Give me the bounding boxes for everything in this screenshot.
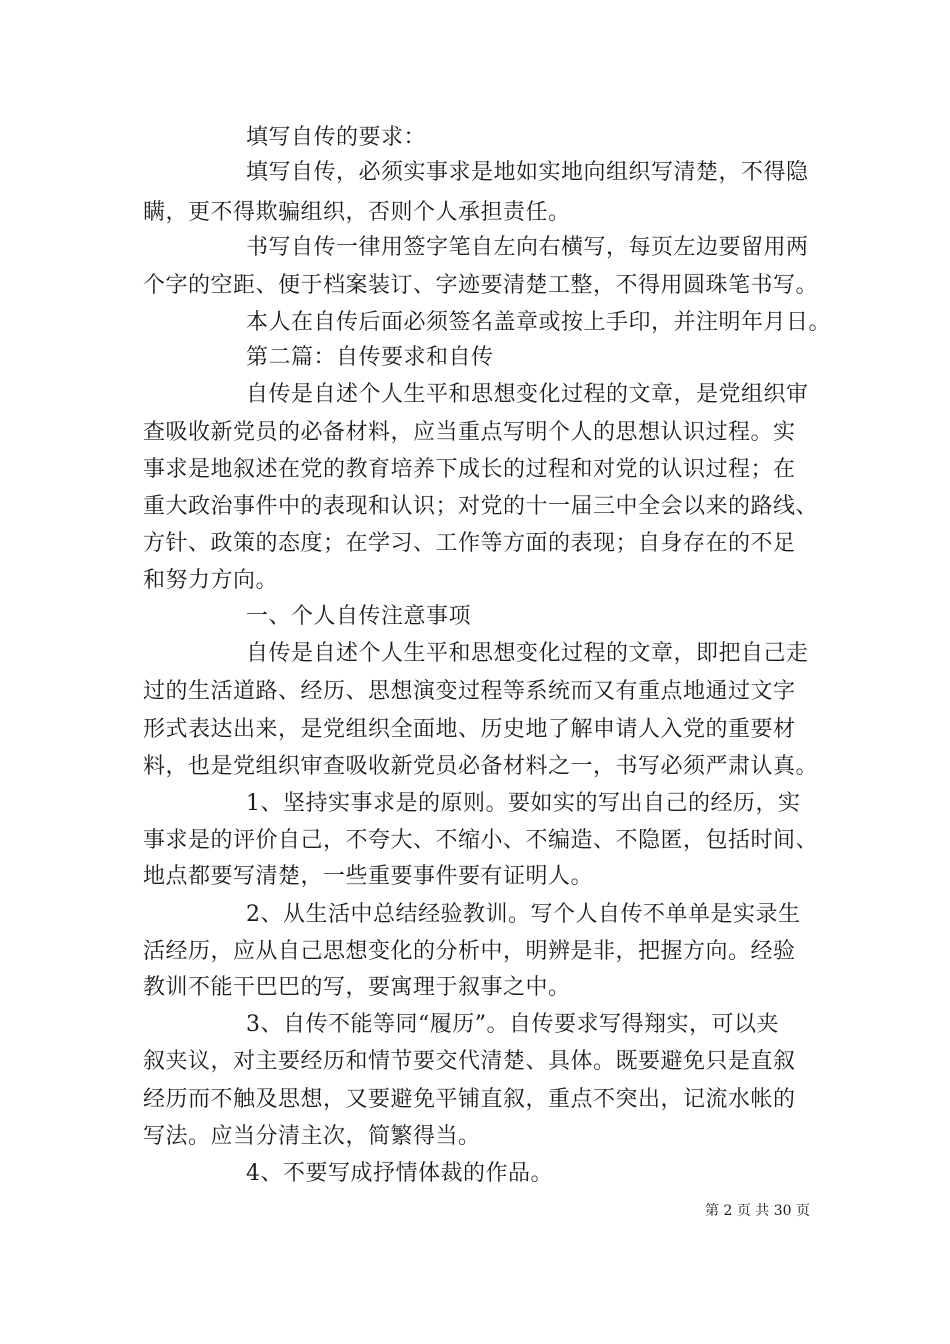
text-line: 书写自传一律用签字笔自左向右横写，每页左边要留用两 xyxy=(246,235,809,260)
text-line: 自传是自述个人生平和思想变化过程的文章，即把自己走 xyxy=(246,641,809,666)
text-line: 1、坚持实事求是的原则。要如实的写出自己的经历，实 xyxy=(246,791,801,816)
text-line: 过的生活道路、经历、思想演变过程等系统而又有重点地通过文字 xyxy=(143,679,796,704)
text-line: 活经历，应从自己思想变化的分析中，明辨是非，把握方向。经验 xyxy=(143,939,796,964)
text-line: 料，也是党组织审查吸收新党员必备材料之一，书写必须严肃认真。 xyxy=(143,754,819,779)
text-line: 填写自传的要求： xyxy=(246,125,427,150)
subsection-heading: 一、个人自传注意事项 xyxy=(246,604,472,629)
text-line: 写法。应当分清主次，简繁得当。 xyxy=(143,1124,481,1149)
text-line: 叙夹议，对主要经历和情节要交代清楚、具体。既要避免只是直叙 xyxy=(143,1049,796,1074)
text-line: 地点都要写清楚，一些重要事件要有证明人。 xyxy=(143,864,594,889)
text-line: 查吸收新党员的必备材料，应当重点写明个人的思想认识过程。实 xyxy=(143,420,796,445)
text-line: 本人在自传后面必须签名盖章或按上手印，并注明年月日。 xyxy=(246,310,832,335)
page-number: 第 2 页 共 30 页 xyxy=(705,1203,810,1219)
text-line: 事求是的评价自己，不夸大、不缩小、不编造、不隐匿，包括时间、 xyxy=(143,828,819,853)
text-line: 个字的空距、便于档案装订、字迹要清楚工整，不得用圆珠笔书写。 xyxy=(143,273,819,298)
text-line: 自传是自述个人生平和思想变化过程的文章，是党组织审 xyxy=(246,382,809,407)
text-line: 瞒，更不得欺骗组织，否则个人承担责任。 xyxy=(143,200,571,225)
text-line: 方针、政策的态度；在学习、工作等方面的表现；自身存在的不足 xyxy=(143,531,796,556)
text-line: 形式表达出来，是党组织全面地、历史地了解申请人入党的重要材 xyxy=(143,717,796,742)
text-line: 重大政治事件中的表现和认识；对党的十一届三中全会以来的路线、 xyxy=(143,494,819,519)
section-heading: 第二篇：自传要求和自传 xyxy=(246,345,494,370)
text-line: 2、从生活中总结经验教训。写个人自传不单单是实录生 xyxy=(246,902,801,927)
text-line: 经历而不触及思想，又要避免平铺直叙，重点不突出，记流水帐的 xyxy=(143,1087,796,1112)
text-line: 3、自传不能等同“履历”。自传要求写得翔实，可以夹 xyxy=(246,1012,779,1037)
text-line: 和努力方向。 xyxy=(143,568,279,593)
text-line: 填写自传，必须实事求是地如实地向组织写清楚，不得隐 xyxy=(246,160,809,185)
text-line: 4、不要写成抒情体裁的作品。 xyxy=(246,1161,553,1186)
text-line: 教训不能干巴巴的写，要寓理于叙事之中。 xyxy=(143,975,571,1000)
text-line: 事求是地叙述在党的教育培养下成长的过程和对党的认识过程；在 xyxy=(143,457,796,482)
